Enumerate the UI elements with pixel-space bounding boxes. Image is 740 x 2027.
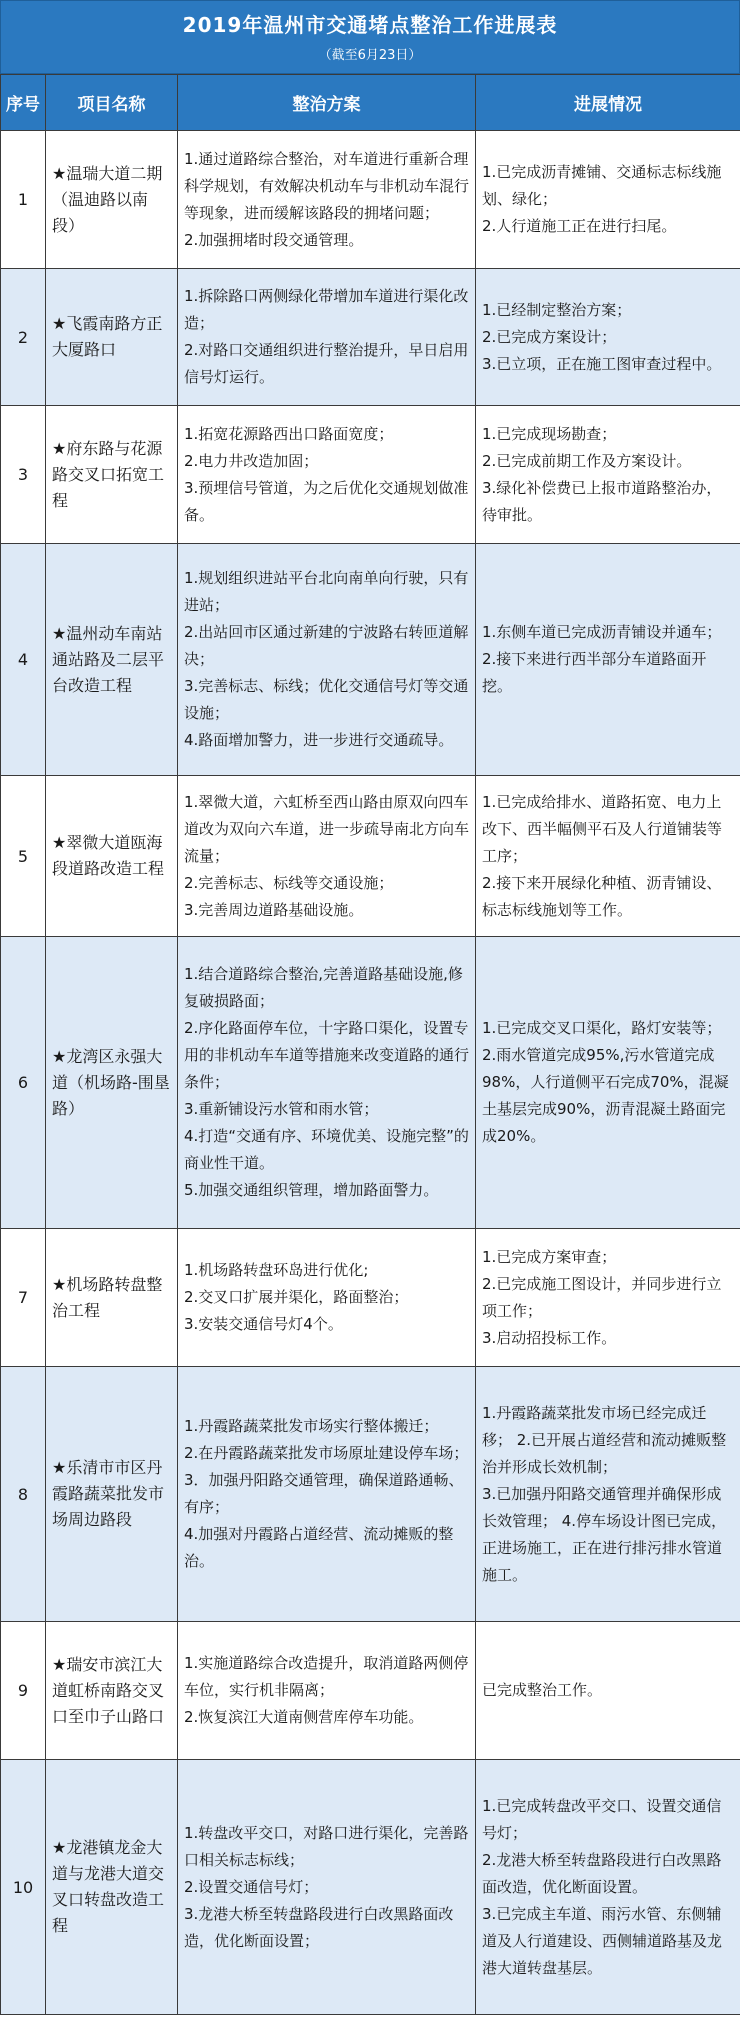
plan-item: 3.完善标志、标线；优化交通信号灯等交通设施； [184, 677, 469, 722]
table-row [1, 406, 740, 544]
progress-item: 3.启动招投标工作。 [482, 1328, 617, 1347]
progress-item: 1.已完成方案审查； [482, 1247, 617, 1266]
progress-cell [476, 776, 740, 937]
project-name: ★机场路转盘整治工程 [46, 1229, 178, 1367]
plan-cell [178, 937, 476, 1229]
table-row [1, 131, 740, 269]
plan-cell [178, 406, 476, 544]
plan-item: 2.加强拥堵时段交通管理。 [184, 230, 364, 249]
plan-item: 3.龙港大桥至转盘路段进行白改黑路面改造，优化断面设置； [184, 1904, 454, 1950]
progress-item: 1.丹霞路蔬菜批发市场已经完成迁移； 2.已开展占道经营和流动摊贩整治并形成长效机制； [482, 1403, 727, 1476]
row-number: 6 [1, 937, 46, 1229]
plan-item: 2.交叉口扩展并渠化，路面整治； [184, 1288, 409, 1306]
progress-item: 3.已完成主车道、雨污水管、东侧辅道及人行道建设、西侧辅道路基及龙港大道转盘基层。 [482, 1904, 723, 1977]
plan-item: 4.加强对丹霞路占道经营、流动摊贩的整治。 [184, 1525, 454, 1570]
plan-cell [178, 131, 476, 269]
plan-item: 2.设置交通信号灯； [184, 1877, 319, 1896]
header-no: 序号 [1, 75, 46, 131]
page-subtitle: （截至6月23日） [318, 48, 422, 63]
plan-item: 1.转盘改平交口，对路口进行渠化，完善路口相关标志标线； [184, 1823, 469, 1869]
plan-item: 3.安装交通信号灯4个。 [184, 1315, 343, 1333]
progress-item: 1.已完成沥青摊铺、交通标志标线施划、绿化； [482, 163, 722, 208]
plan-item: 2.完善标志、标线等交通设施； [184, 873, 394, 892]
progress-item: 1.已完成给排水、道路拓宽、电力上改下、西半幅侧平石及人行道铺装等工序； [482, 792, 723, 865]
table-row [1, 776, 740, 937]
plan-item: 3．加强丹阳路交通管理，确保道路通畅、有序； [184, 1471, 464, 1516]
project-name: ★乐清市市区丹霞路蔬菜批发市场周边路段 [46, 1367, 178, 1622]
table-row [1, 1622, 740, 1760]
progress-item: 2.接下来开展绿化种植、沥青铺设、标志标线施划等工作。 [482, 873, 722, 919]
plan-item: 2.对路口交通组织进行整治提升，早日启用信号灯运行。 [184, 341, 469, 386]
plan-item: 1.通过道路综合整治，对车道进行重新合理科学规划，有效解决机动车与非机动车混行等现象，进而缓解该路段的拥堵问题； [184, 149, 470, 222]
progress-item: 2.人行道施工正在进行扫尾。 [482, 217, 677, 235]
plan-item: 1.丹霞路蔬菜批发市场实行整体搬迁； [184, 1417, 439, 1435]
table-body [1, 131, 740, 2015]
plan-item: 4.打造“交通有序、环境优美、设施完整”的商业性干道。 [184, 1127, 469, 1172]
row-number: 9 [1, 1622, 46, 1760]
progress-cell [476, 544, 740, 776]
plan-cell [178, 776, 476, 937]
plan-item: 1.机场路转盘环岛进行优化; [184, 1261, 369, 1279]
progress-item: 3.绿化补偿费已上报市道路整治办，待审批。 [482, 478, 722, 524]
plan-item: 1.翠微大道，六虹桥至西山路由原双向四车道改为双向六车道，进一步疏导南北方向车流量； [184, 792, 470, 865]
table-row [1, 937, 740, 1229]
row-number: 1 [1, 131, 46, 269]
table-row [1, 269, 740, 406]
plan-item: 5.加强交通组织管理，增加路面警力。 [184, 1181, 439, 1199]
plan-item: 1.拓宽花源路西出口路面宽度； [184, 424, 394, 443]
row-number: 4 [1, 544, 46, 776]
progress-item: 2.龙港大桥至转盘路段进行白改黑路面改造，优化断面设置。 [482, 1850, 722, 1896]
project-name: ★龙港镇龙金大道与龙港大道交叉口转盘改造工程 [46, 1760, 178, 2015]
progress-item: 1.已完成交叉口渠化，路灯安装等； [482, 1019, 722, 1037]
progress-item: 1.已完成现场勘查； [482, 424, 617, 443]
project-name: ★飞霞南路方正大厦路口 [46, 269, 178, 406]
project-name: ★温州动车南站通站路及二层平台改造工程 [46, 544, 178, 776]
progress-item: 1.已完成转盘改平交口、设置交通信号灯； [482, 1796, 722, 1842]
progress-item: 2.已完成方案设计； [482, 327, 617, 346]
plan-item: 2.在丹霞路蔬菜批发市场原址建设停车场； [184, 1444, 469, 1462]
plan-item: 2.序化路面停车位，十字路口渠化，设置专用的非机动车车道等措施来改变道路的通行条件； [184, 1019, 470, 1091]
plan-cell [178, 1760, 476, 2015]
plan-item: 1.拆除路口两侧绿化带增加车道进行渠化改造； [184, 287, 469, 332]
header-name: 项目名称 [46, 75, 178, 131]
progress-item: 3.已立项，正在施工图审查过程中。 [482, 354, 722, 373]
row-number: 5 [1, 776, 46, 937]
project-name: ★龙湾区永强大道（机场路-围垦路） [46, 937, 178, 1229]
plan-item: 3.完善周边道路基础设施。 [184, 900, 364, 919]
plan-cell [178, 544, 476, 776]
progress-item: 2.雨水管道完成95%,污水管道完成98%，人行道侧平石完成70%，混凝土基层完成90%，沥青混凝土路面完成20%。 [482, 1046, 729, 1145]
plan-cell [178, 1229, 476, 1367]
table-row [1, 544, 740, 776]
progress-cell [476, 1229, 740, 1367]
progress-cell [476, 1760, 740, 2015]
row-number: 10 [1, 1760, 46, 2015]
table-row [1, 1760, 740, 2015]
plan-cell [178, 269, 476, 406]
row-number: 7 [1, 1229, 46, 1367]
progress-cell [476, 269, 740, 406]
project-name: ★温瑞大道二期（温迪路以南段） [46, 131, 178, 269]
progress-item: 1.已经制定整治方案； [482, 300, 632, 319]
progress-item: 3.已加强丹阳路交通管理并确保形成长效管理； 4.停车场设计图已完成，正进场施工，正在进行排污排水管道施工。 [482, 1484, 727, 1584]
table-header-row [1, 75, 740, 131]
progress-cell [476, 937, 740, 1229]
header-progress: 进展情况 [476, 75, 740, 131]
progress-cell [476, 406, 740, 544]
plan-cell [178, 1622, 476, 1760]
progress-item: 2.已完成施工图设计，并同步进行立项工作； [482, 1274, 722, 1320]
row-number: 3 [1, 406, 46, 544]
progress-cell [476, 131, 740, 269]
progress-item: 2.已完成前期工作及方案设计。 [482, 451, 692, 470]
progress-item: 2.接下来进行西半部分车道路面开挖。 [482, 650, 707, 695]
progress-item: 1.东侧车道已完成沥青铺设并通车； [482, 623, 722, 641]
row-number: 2 [1, 269, 46, 406]
plan-item: 3.预埋信号管道，为之后优化交通规划做准备。 [184, 478, 469, 524]
plan-item: 4.路面增加警力，进一步进行交通疏导。 [184, 731, 454, 749]
plan-item: 3.重新铺设污水管和雨水管； [184, 1100, 379, 1118]
progress-item: 已完成整治工作。 [482, 1681, 603, 1699]
plan-item: 2.电力井改造加固； [184, 451, 319, 470]
plan-item: 2.恢复滨江大道南侧营库停车功能。 [184, 1708, 424, 1726]
plan-item: 1.规划组织进站平台北向南单向行驶，只有进站； [184, 569, 469, 614]
title-bar [0, 0, 740, 74]
plan-item: 2.出站回市区通过新建的宁波路右转匝道解决； [184, 623, 469, 668]
table-row [1, 1367, 740, 1622]
progress-table [0, 74, 740, 2015]
progress-cell [476, 1622, 740, 1760]
table-row [1, 1229, 740, 1367]
page-title: 2019年温州市交通堵点整治工作进展表 [182, 13, 558, 37]
header-plan: 整治方案 [178, 75, 476, 131]
project-name: ★翠微大道瓯海段道路改造工程 [46, 776, 178, 937]
plan-item: 1.结合道路综合整治,完善道路基础设施,修复破损路面； [184, 965, 463, 1010]
project-name: ★瑞安市滨江大道虹桥南路交叉口至巾子山路口 [46, 1622, 178, 1760]
progress-cell [476, 1367, 740, 1622]
row-number: 8 [1, 1367, 46, 1622]
project-name: ★府东路与花源路交叉口拓宽工程 [46, 406, 178, 544]
plan-cell [178, 1367, 476, 1622]
plan-item: 1.实施道路综合改造提升，取消道路两侧停车位，实行机非隔离； [184, 1654, 469, 1699]
